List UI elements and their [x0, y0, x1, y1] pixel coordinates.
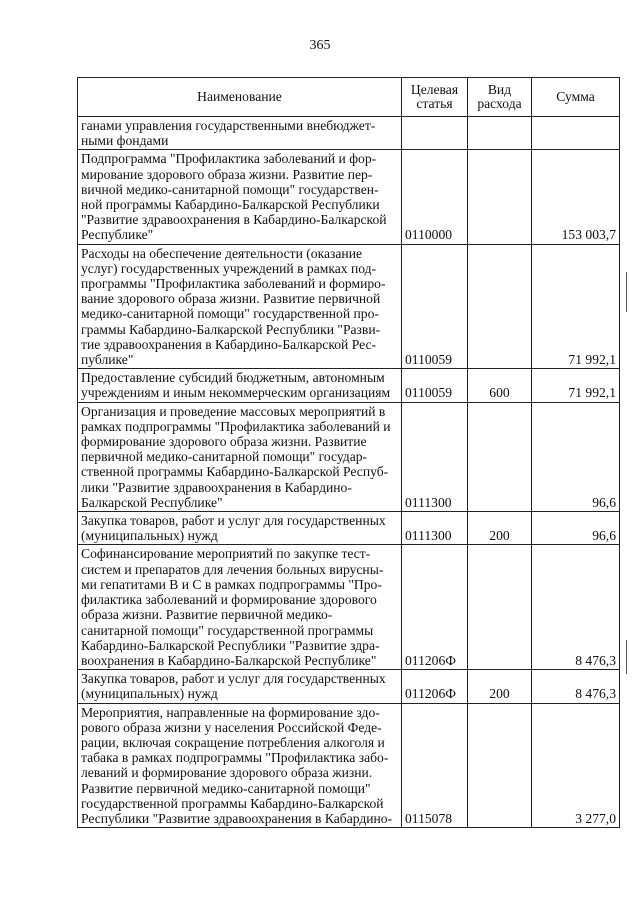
- row-target-article: 011206Ф: [402, 670, 468, 703]
- row-sum: 8 476,3: [532, 545, 620, 670]
- row-name-line: санитарной помощи" государственной программы: [81, 622, 374, 638]
- row-name-line: Организация и проведение массовых мероприятий в: [81, 403, 386, 419]
- row-sum: 96,6: [532, 512, 620, 545]
- row-name-cell: [78, 244, 402, 369]
- row-name-cell: [78, 545, 402, 670]
- row-name-line: лики "Развитие здравоохранения в Кабардино-: [81, 479, 352, 495]
- table-row: [78, 402, 620, 511]
- row-name-line: рамках подпрограммы "Профилактика заболеваний и: [81, 418, 391, 434]
- page-number: 365: [309, 38, 331, 53]
- row-name-line: Республике": [81, 227, 154, 243]
- row-name-line: систем и препаратов для лечения больных вирусны-: [81, 561, 384, 577]
- row-target-article: 0110059: [402, 244, 468, 369]
- row-expense-kind: 200: [468, 670, 532, 703]
- row-name-line: Балкарской Республике": [81, 494, 223, 510]
- row-target-article: 0111300: [402, 402, 468, 511]
- table-row: [78, 244, 620, 369]
- row-name-line: учреждениям и иным некоммерческим организациям: [81, 385, 391, 401]
- row-name-line: Подпрограмма "Профилактика заболеваний и фор-: [81, 151, 377, 167]
- row-name-line: мирование здорового образа жизни. Развитие пер-: [81, 166, 373, 182]
- row-name-cell: [78, 150, 402, 244]
- row-name-line: медико-санитарной помощи" государственной про-: [81, 306, 379, 322]
- budget-table: [77, 77, 620, 828]
- row-expense-kind: [468, 244, 532, 369]
- row-name-line: ственной программы Кабардино-Балкарской Респуб-: [81, 464, 389, 480]
- row-name-line: (муниципальных) нужд: [81, 528, 218, 544]
- row-name-line: Кабардино-Балкарской Республики "Развитие здра-: [81, 637, 380, 653]
- row-sum: 3 277,0: [532, 703, 620, 828]
- scan-edge-mark: [626, 272, 627, 312]
- scan-edge-mark: [626, 640, 627, 674]
- row-expense-kind: [468, 545, 532, 670]
- row-name-line: ми гепатитами В и С в рамках подпрограммы "Про-: [81, 576, 382, 592]
- table-row: [78, 150, 620, 244]
- row-target-article: 0111300: [402, 512, 468, 545]
- row-name-line: Софинансирование мероприятий по закупке тест-: [81, 546, 371, 562]
- row-name-line: Развитие первичной медико-санитарной помощи": [81, 780, 371, 796]
- row-name-line: филактика заболеваний и формирование здорового: [81, 592, 377, 608]
- row-name-line: Закупка товаров, работ и услуг для государственных: [81, 513, 386, 529]
- row-name-line: вание здорового образа жизни. Развитие первичной: [81, 291, 381, 307]
- row-sum: 71 992,1: [532, 369, 620, 402]
- row-name-line: Расходы на обеспечение деятельности (оказание: [81, 245, 363, 261]
- row-sum: 71 992,1: [532, 244, 620, 369]
- row-name-line: леваний и формирование здорового образа жизни.: [81, 765, 373, 781]
- table-body: [78, 117, 620, 828]
- row-name-line: граммы Кабардино-Балкарской Республики "Разви-: [81, 321, 381, 337]
- table-row: [78, 703, 620, 828]
- header-sum: Сумма: [532, 78, 620, 117]
- row-name-line: государственной программы Кабардино-Балкарской: [81, 795, 384, 811]
- row-expense-kind: 600: [468, 369, 532, 402]
- row-name-cell: [78, 369, 402, 402]
- header-target-article: Целевая статья: [402, 78, 468, 117]
- header-name: Наименование: [78, 78, 402, 117]
- row-target-article: 011206Ф: [402, 545, 468, 670]
- row-target-article: 0115078: [402, 703, 468, 828]
- row-name-line: услуг) государственных учреждений в рамках под-: [81, 260, 377, 276]
- row-name-line: "Развитие здравоохранения в Кабардино-Балкарской: [81, 212, 387, 228]
- row-expense-kind: 200: [468, 512, 532, 545]
- row-name-line: Республики "Развитие здравоохранения в Кабардино-: [81, 810, 393, 826]
- row-name-line: Мероприятия, направленные на формирование здо-: [81, 704, 380, 720]
- row-name-line: программы "Профилактика заболеваний и формиро-: [81, 276, 386, 292]
- row-name-line: ной программы Кабардино-Балкарской Республики: [81, 197, 380, 213]
- table-row: [78, 369, 620, 402]
- row-sum: 153 003,7: [532, 150, 620, 244]
- row-name-line: вичной медико-санитарной помощи" государствен-: [81, 181, 379, 197]
- row-name-cell: [78, 402, 402, 511]
- row-expense-kind: [468, 150, 532, 244]
- table-row: [78, 670, 620, 703]
- row-expense-kind: [468, 402, 532, 511]
- row-name-line: Закупка товаров, работ и услуг для государственных: [81, 671, 386, 687]
- row-name-line: первичной медико-санитарной помощи" государ-: [81, 449, 368, 465]
- row-name-line: публике": [81, 352, 134, 368]
- table-row: [78, 512, 620, 545]
- table-row: [78, 117, 620, 150]
- row-sum: 8 476,3: [532, 670, 620, 703]
- row-name-line: (муниципальных) нужд: [81, 686, 218, 702]
- row-sum: [532, 117, 620, 150]
- row-name-cell: [78, 512, 402, 545]
- table-row: [78, 545, 620, 670]
- row-name-line: формирование здорового образа жизни. Развитие: [81, 434, 367, 450]
- row-target-article: 0110000: [402, 150, 468, 244]
- header-expense-kind: Вид расхода: [468, 78, 532, 117]
- row-name-line: образа жизни. Развитие первичной медико-: [81, 607, 333, 623]
- row-sum: 96,6: [532, 402, 620, 511]
- row-name-line: тие здравоохранения в Кабардино-Балкарской Рес-: [81, 336, 377, 352]
- row-name-line: табака в рамках подпрограммы "Профилактика забо-: [81, 750, 389, 766]
- row-name-line: рового образа жизни у населения Российской Феде-: [81, 719, 382, 735]
- row-name-line: рации, включая сокращение потребления алкоголя и: [81, 734, 385, 750]
- row-name-line: ганами управления государственными внебюджет-: [81, 118, 376, 133]
- row-name-cell: [78, 117, 402, 150]
- row-name-cell: [78, 670, 402, 703]
- row-name-line: воохранения в Кабардино-Балкарской Республике": [81, 652, 377, 668]
- row-name-line: Предоставление субсидий бюджетным, автономным: [81, 370, 385, 386]
- row-name-cell: [78, 703, 402, 828]
- table-header-row: [78, 78, 620, 117]
- row-target-article: [402, 117, 468, 150]
- row-expense-kind: [468, 703, 532, 828]
- row-name-line: ными фондами: [81, 133, 169, 149]
- row-expense-kind: [468, 117, 532, 150]
- row-target-article: 0110059: [402, 369, 468, 402]
